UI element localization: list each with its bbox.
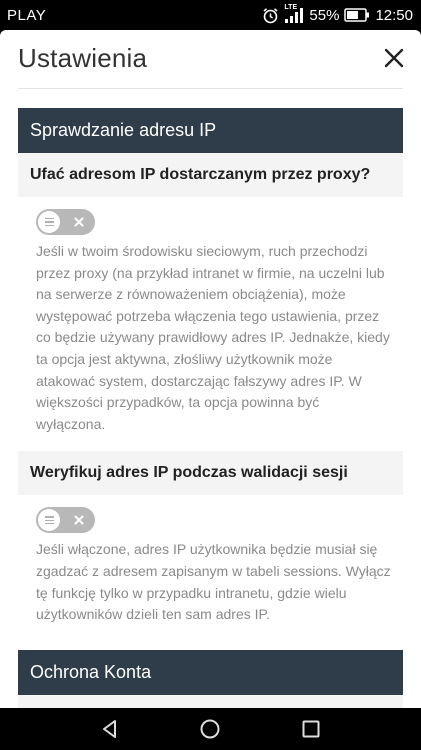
alarm-icon — [262, 7, 279, 24]
network-type-label: LTE — [284, 3, 298, 11]
section-header-ip-check: Sprawdzanie adresu IP — [18, 108, 403, 153]
toggle-off-icon — [73, 514, 85, 526]
toggle-knob — [38, 211, 60, 233]
dialog-title: Ustawienia — [18, 43, 148, 73]
close-button[interactable] — [383, 47, 405, 69]
dialog-header — [18, 30, 403, 89]
recent-apps-button[interactable] — [296, 714, 326, 744]
trust-proxy-toggle[interactable] — [36, 209, 95, 235]
status-bar — [0, 0, 421, 30]
setting-body-verify-ip — [18, 495, 403, 641]
setting-title-trust-proxy: Ufać adresom IP dostarczanym przez proxy? — [18, 153, 403, 197]
battery-icon — [344, 8, 370, 22]
verify-ip-toggle[interactable] — [36, 507, 95, 533]
setting-title-verify-ip: Weryfikuj adres IP podczas walidacji sesji — [18, 451, 403, 495]
setting-body-trust-proxy — [18, 197, 403, 451]
settings-content[interactable] — [18, 108, 403, 739]
setting-description: Jeśli w twoim środowisku sieciowym, ruch przechodzi przez proxy (na przykład intranet w firmie, na uczelni lub na serwerze z równoważeniem obciążenia), może występować potrzeba włączenia tego ustawienia, przez co będzie używany prawidłowy adres IP. Jednakże, kiedy ta opcja jest aktywna, złośliwy użytkownik może atakować system, dostarczając fałszywy adres IP. W większości przypadków, ta opcja powinna być wyłączona. — [36, 243, 390, 432]
toggle-off-icon — [73, 216, 85, 228]
home-button[interactable] — [195, 714, 225, 744]
carrier-label: PLAY — [7, 6, 47, 24]
back-icon — [99, 718, 121, 740]
signal-icon — [284, 3, 304, 24]
settings-dialog — [0, 30, 421, 708]
home-icon — [199, 718, 221, 740]
clock: 12:50 — [375, 6, 413, 24]
recent-apps-icon — [300, 718, 322, 740]
setting-description: Jeśli włączone, adres IP użytkownika będzie musiał się zgadzać z adresem zapisanym w tabeli sessions. Wyłącz tę funkcję tylko w przypadku intranetu, gdzie wielu użytkowników dzieli ten sam adres IP. — [36, 541, 391, 623]
battery-percent: 55% — [309, 6, 340, 24]
close-icon — [383, 47, 405, 69]
toggle-knob — [38, 509, 60, 531]
status-indicators — [262, 3, 413, 24]
back-button[interactable] — [95, 714, 125, 744]
navigation-bar — [0, 708, 421, 750]
section-header-account-protection: Ochrona Konta — [18, 650, 403, 695]
